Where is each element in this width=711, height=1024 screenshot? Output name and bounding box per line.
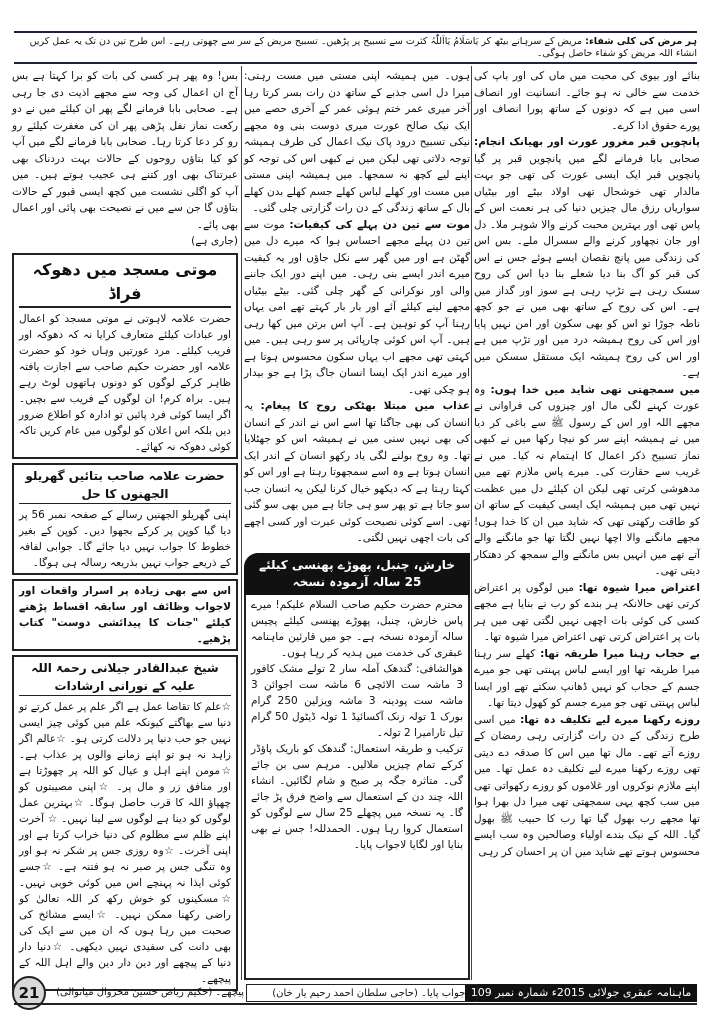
remedy-box xyxy=(244,595,470,981)
paragraph xyxy=(474,712,700,861)
remedy-method: ترکیب و طریقہ استعمال: گندھک کو باریک پاؤڈر کرکے تمام چیزیں ملالیں۔ مرہم سی بن جائے گی۔ متاثرہ جگہ پر صبح و شام لگائیں۔ انشاء اللہ چند دن کے استعمال سے واضح فرق پڑ جائے گا۔ یہ نسخہ میں پچھلے 25 سال سے لوگوں کو استعمال کروا رہا ہوں۔ الحمدللہ! جس نے بھی بنایا اور لگایا لاجواب پایا۔ xyxy=(251,742,464,851)
paragraph-text: میں لوگوں پر اعتراض کرتی تھی حالانکہ ہر بندے کو رب نے بنایا ہے مجھے کسی کی کوئی بات اچھی نہیں لگتی تھی میں ہر بات پر اعتراض کرتی تھی اعتراض میرا شیوہ تھا۔ xyxy=(474,581,700,643)
book-promo-text: اس سے بھی زیادہ پر اسرار واقعات اور لاجواب وظائف اور سابقہ اقساط پڑھنے کیلئے "جنات کا پیدائشی دوست" کتاب پڑھیے۔ xyxy=(19,585,231,645)
page-header-tip xyxy=(14,36,697,60)
fraud-notice-text: حضرت علامہ لاہوتی نے موتی مسجد کو اعمال اور عبادات کیلئے متعارف کرایا نہ کہ دھوکہ اور فریب کیلئے۔ مرد عورتیں وہاں خود کو حضرت علامہ اور حضرت حکیم صاحب سے اجازت یافتہ ظاہر کرکے لوگوں کو دونوں ہاتھوں لوٹ رہے ہیں۔ براہ کرم! ان لوگوں کے فریب سے بچیں۔ اگر ایسا کوئی فرد پائیں تو ادارہ کو اطلاع ضرور دیں بلکہ اس اعلان کو لوگوں میں عام کریں تاکہ کوئی دھوکہ نہ کھائے۔ xyxy=(19,313,231,453)
family-solutions-box xyxy=(12,463,238,575)
paragraph xyxy=(474,382,700,580)
header-text: مریض کے سرہانے بیٹھ کر یَاسَلَامُ یَااَللّٰہُ کثرت سے تسبیح پر پڑھیں۔ تسبیح مریض کے سر سے چھوتی رہے۔ اس طرح تین دن تک یہ عمل کریں انشاء اللہ مریض کو شفاء حاصل ہوگی۔ xyxy=(29,36,697,59)
family-solutions-title: حضرت علامہ صاحب بتائیں گھریلو الجھنوں کا حل xyxy=(19,467,231,504)
fraud-notice-box xyxy=(12,253,238,459)
page-number: 21 xyxy=(12,976,46,1010)
right-column-article xyxy=(474,68,700,860)
paragraph xyxy=(244,217,470,399)
paragraph-text: موت سے تین دن پہلے مجھے احساس ہوا کہ میرے دل میں گھٹن ہے اور میں گھر سے نکل جاؤں اور یہ کیفیت میرے اندر ایسے بنی رہی۔ میں اپنے دور ایک جاننے والی اور نوکرانی کے گھر چلی گئی۔ بیٹے بیٹیاں مجھے لینے کیلئے آئے اور بار بار کہتے تھے امی یہاں رہنا آپ کو توہین ہے۔ آپ اس برتن میں کھا رہی ہیں۔ آپ اس کوئی چارپائی پر سو رہی ہیں۔ میں کہتی تھی مجھے اب یہاں سکون محسوس ہوتا ہے اور میرے اندر ایک ایسا انسان جاگ پڑا ہے جو بیدار ہو چکی تھی۔ xyxy=(244,218,470,396)
subheading: پانچویں قبر مغرور عورت اور بھیانک انجام: xyxy=(474,136,700,148)
remedy-title: خارش، چنبل، پھوڑے پھنسی کیلئے 25 سالہ آزمودہ نسخہ xyxy=(244,553,470,595)
continued-label: (جاری ہے) xyxy=(191,235,238,247)
fraud-notice-title: موتی مسجد میں دھوکہ فراڈ xyxy=(19,258,231,308)
subheading: روزے رکھنا میرے لیے تکلیف دہ تھا: xyxy=(520,713,700,726)
paragraph-text: ہوں۔ میں ہمیشہ اپنی مستی میں مست رہتی: میرا دل اسی جذبے کے ساتھ دن رات بسر کرتا رہا آخر میری عمر ختم ہوئی عمر کے آخری حصے میں ایک نیک صالح عورت میری دوست بنی وہ مجھے نیکی تسبیح درود پاک نیک اعمال کی طرف ہمیشہ توجہ دلاتی تھی لیکن میں نے کبھی اس کی توجہ کو اپنے لیے کچھ نہ سمجھا۔ میں ہمیشہ اپنی مستی میں مست اور کھلے لباس کھلے جسم کھلے بدن کھلے بال کے ساتھ زندگی کے دن رات گزارتی چلی گئی۔ xyxy=(244,70,470,214)
paragraph-text: کھلے سر رہنا میرا طریقہ تھا اور ایسے لباس پہنتی تھی جو میرے جسم کے حجاب کو نہیں ڈھانپ سکتے تھے اور ایسا لباس پہنتی تھی جو میرے جسم کو کھول دیتا تھا۔ xyxy=(474,647,700,709)
column-divider xyxy=(471,66,472,980)
middle-column xyxy=(244,68,470,980)
left-column-article xyxy=(12,68,238,233)
paragraph-text: صحابی بابا فرمانے لگے میں پانچویں قبر پر گیا پانچویں قبر ایک ایسی عورت کی تھی جو بہت مالدار تھی خوشحال تھی اولاد بیٹے اور بیٹیاں سواریاں رزق مال چیزیں دنیا کی ہر نعمت اس کے پاس تھی اور بہترین محبت کرنے والا شوہر ملا۔ دل اور جان نچھاور کرنے والے سسرال ملے۔ بس اس کی زندگی میں پانچ نقصان ایسے ہوئے جس نے اس کی قبر کو آگ بنا دیا شعلے بنا دیا اس کی روح سسک رہی ہے تڑپ رہی ہے سوز اور گداز میں ہے۔ اس کی روح کے ساتھ بھی میں نے جو کچھ ناطہ جوڑا تو اس کو بھی سکون اور امن نہیں پایا اور اس کی روح ہمیشہ درد میں اور تڑپ میں ہے اور اس کی روح ہمیشہ ایک مستقل سسکن میں ہے۔ xyxy=(474,152,700,379)
jilani-sayings-text: ☆علم کا تقاضا عمل ہے اگر علم پر عمل کرتے تو دنیا سے بھاگتے کیونکہ علم میں کوئی چیز ایسی نہیں جو حب دنیا پر دلالت کرتی ہو۔ ☆عالم اگر زاہد نہ ہو تو اپنے زمانے والوں پر عذاب ہے۔ ☆مومن اپنے اہل و عیال کو اللہ پر چھوڑتا ہے اور منافق زر و مال پر۔ ☆اپنی مصیبتوں کو چھپاؤ اللہ کا قرب حاصل ہوگا۔ ☆بہترین عمل لوگوں کو دینا ہے لوگوں سے لینا نہیں۔ ☆ آخرت اپنے ظلم سے مظلوم کی دنیا خراب کرتا ہے اور اپنی آخرت۔ ☆وہ روزی جس پر شکر نہ ہو اور وہ تنگی جس پر صبر نہ ہو فتنہ ہے۔ ☆جسے کوئی ایذا نہ پہنچے اس میں کوئی خوبی نہیں۔ ☆مسکینوں کو خوش رکھ کر اللہ تعالیٰ کو راضی رکھنا ممکن نہیں۔ ☆ایسے مشائخ کی صحبت میں رہا ہوں کہ ان میں سے ایک کی بھی دانت کی سفیدی نہیں دیکھی۔ ☆دنیا دار دنیا کے پیچھے اور دین دار دین والے اہل اللہ کے پیچھے۔ xyxy=(19,701,231,985)
remedy-ingredients: ھوالشافی: گندھک آملہ سار 2 تولے مشک کافور 3 ماشہ ست الائچی 6 ماشہ ست اجوائن 3 ماشہ ست پودینہ 3 ماشہ ویزلین 250 گرام بورک 1 تولہ زنک آکسائیڈ 1 تولہ ڈیٹول 50 گرام تیل تارامیرا 2 تولہ۔ xyxy=(251,662,464,739)
book-promo-box xyxy=(12,579,238,651)
paragraph xyxy=(474,646,700,712)
middle-column-article xyxy=(244,68,470,547)
jilani-sayings-box xyxy=(12,655,238,991)
remedy-intro: محترم حضرت حکیم صاحب السلام علیکم! میرے پاس خارش، چنبل، پھوڑے پھنسی کیلئے پچیس سالہ آزمودہ نسخہ ہے۔ جو میں قارئین ماہنامہ عبقری کی خدمت میں ہدیہ کر رہا ہوں۔ xyxy=(251,598,463,659)
jilani-sayings-title: شیخ عبدالقادر جیلانی رحمۃ اللہ علیہ کے نورانی ارشادات xyxy=(19,659,231,696)
paragraph-text: یہ انسان کی بھی جاگتا تھا اسے اس نے اندر کے انسان کی بھی نہیں سنی میں نے ہمیشہ اس کو جھٹلایا تھا۔ وہ روح بولنے لگی یاد رکھو انسان کے اندر ایک انسان ہوتا ہے وہ اسے سمجھوتا رہتا ہے اور اس کو کہتا رہتا ہے کہ دیکھو خیال کرنا لیکن یہ انسان جب سو جاتا ہے تو پھر سو ہی جاتا ہے میں بھی سو گئی تھی۔ اسے کوئی نصیحت کوئی عبرت اور کسی اچھے کی بات اچھی نہیں لگتی۔ xyxy=(244,400,470,544)
paragraph-text: بس! وہ پھر ہر کسی کی بات کو برا کہتا ہے بس آج ان اعمال کی وجہ سے مجھے اذیت دی جا رہی ہے۔ صحابی بابا فرمانے لگے پھر ان کیلئے میں نے دو رکعت نماز نفل پڑھی پھر ان کی مغفرت کیلئے رو رو کر دعا کرتا رہا۔ صحابی بابا فرمانے لگے میں آپ کو کیا بتاؤں روحوں کے حالات بہت دردناک بھی عبرتناک بھی اور کتنے ہی عجیب ہوتے ہیں۔ میں آپ کو اگلی نشست میں کچھ ایسی قبور کے حالات بتاؤں گا جن سے میں نے نصیحت بھی پائی اور اعمال بھی پائے۔ xyxy=(12,70,238,231)
family-solutions-text: اپنی گھریلو الجھنیں رسالے کے صفحہ نمبر 56 پر دیا گیا کوپن پر کرکے بجھوا دیں۔ کوپن کے بغیر خطوط کا جواب نہیں دیا جائے گا۔ جوابی لفافہ کے ذریعے جواب نہیں بذریعہ رسالہ ہی ہوگا۔ xyxy=(19,509,231,569)
paragraph xyxy=(244,398,470,547)
remedy-credit: لاجواب پایا۔ (حاجی سلطان احمد رحیم یار خان) xyxy=(246,984,478,1002)
header-bottom-rule xyxy=(14,62,697,64)
jilani-credit: پیچھے۔ (حکیم ریاض حسین مخروال میانوالی) xyxy=(56,987,244,998)
subheading: بے حجاب رہنا میرا طریقہ تھا: xyxy=(540,647,700,660)
page-footer xyxy=(14,984,697,1002)
footer-rule xyxy=(14,1003,697,1005)
right-column xyxy=(474,68,700,980)
subheading: عذاب میں مبتلا بھٹکی روح کا پیغام: xyxy=(260,400,470,412)
top-rule xyxy=(14,31,697,33)
left-column xyxy=(12,68,238,985)
subheading: موت سے تین دن پہلے کی کیفیات: xyxy=(289,218,470,231)
header-title: ہر مرض کی کلی شفاء: xyxy=(585,36,697,47)
magazine-issue-label: ماہنامہ عبقری جولائی 2015ء شمارہ نمبر 109 xyxy=(465,984,697,1002)
paragraph xyxy=(474,134,700,382)
subheading: اعتراض میرا شیوہ تھا: xyxy=(578,581,701,594)
column-divider xyxy=(241,66,242,980)
paragraph xyxy=(474,68,700,134)
paragraph xyxy=(474,580,700,646)
paragraph-text: وہ عورت کہنے لگی مال اور چیزوں کی فراوانی نے مجھے اللہ اور اس کے رسول ﷺ سے باغی کر دیا میں نے ہمیشہ اپنے سر کو نیچا رکھا میں نے کبھی نماز تسبیح ذکر اعمال کا اہتمام نہ کیا۔ میں نے غریب سے حقارت کی۔ میرے پاس ملازم تھے میں مدھوشی کرتی تھی لیکن ان کیلئے دل میں عظمت نہیں تھی میں ہمیشہ ایک ایسی کیفیت کے ساتھ ان کو طاقت رکھتی تھی کہ شاید میں ان کا خدا ہوں! مجھے مانگنے والا اچھا نہیں لگتا تھا جو مانگنے والے آتے تھے میں انہیں بس مانگنے والے سمجھ کر دھتکار دیتی تھی۔ xyxy=(474,383,700,577)
paragraph-text: میں اسی طرح زندگی کے دن رات گزارتی رہی رمضان کے روزے آتے تھے۔ مال تھا میں اس کا صدقہ دے دیتی تھی روزے رکھنا میرے لیے تکلیف دہ عمل تھا۔ میں اپنے ملازم نوکروں اور غلاموں کو روزے رکھواتی تھی میں سب کچھ یہی سمجھتی تھی میرا دل بھرا ہوا تھا مجھے رب بھول گیا تھا رب کا حبیب ﷺ بھول گیا۔ اللہ کے نیک بندے اولیاء وصالحین وہ سب ایسے محسوس ہوتے تھے شاید میں ان پر احسان کر رہی xyxy=(474,713,700,858)
subheading: میں سمجھتی تھی شاید میں خدا ہوں: xyxy=(490,383,700,396)
paragraph xyxy=(244,68,470,217)
paragraph-text: بنائے اور بیوی کی محبت میں ماں کی اور باپ کی خدمت سے خالی نہ ہو جائے۔ انسانیت اور انصاف اسی میں ہے کہ دونوں کے ساتھ پورا انصاف اور پورے حقوق ادا کرے۔ xyxy=(474,70,700,132)
